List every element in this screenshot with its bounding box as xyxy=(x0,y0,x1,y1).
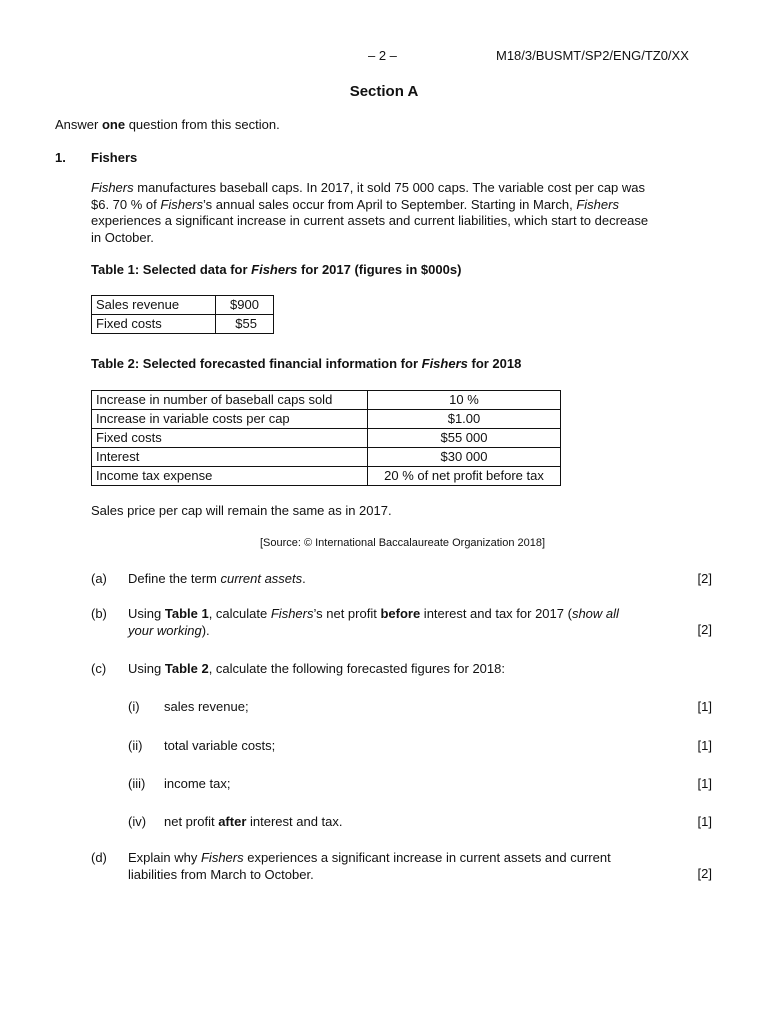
table-row: Increase in variable costs per cap $1.00 xyxy=(92,410,561,429)
source-citation: [Source: © International Baccalaureate Organization 2018] xyxy=(259,537,546,549)
part-c-iv-text: net profit after interest and tax. xyxy=(164,814,343,829)
part-a-mark: [2] xyxy=(697,571,712,586)
table1 xyxy=(91,295,274,334)
part-d-label: (d) xyxy=(91,850,107,865)
part-d-text: Explain why Fishers experiences a significant increase in current assets and current liabilities from March to October. xyxy=(128,850,611,882)
part-b-text: Using Table 1, calculate Fishers’s net profit before interest and tax for 2017 (show all your working). xyxy=(128,606,619,638)
intro-paragraph: Fishers manufactures baseball caps. In 2017, it sold 75 000 caps. The variable cost per cap was $6. 70 % of Fishers’s annual sales occur from April to September. Starting in March, Fishers experiences a significant increase in current assets and current liabilities, which start to decrease in October. xyxy=(91,180,649,245)
part-c-iii-mark: [1] xyxy=(697,776,712,791)
table-row: Fixed costs $55 xyxy=(92,315,274,334)
table2 xyxy=(91,390,561,486)
question-title: Fishers xyxy=(91,150,138,165)
part-c-i-text: sales revenue; xyxy=(164,699,249,714)
paper-code: M18/3/BUSMT/SP2/ENG/TZ0/XX xyxy=(496,48,689,63)
table1-caption: Table 1: Selected data for Fishers for 2017 (figures in $000s) xyxy=(91,262,462,277)
table2-caption: Table 2: Selected forecasted financial information for Fishers for 2018 xyxy=(91,356,522,371)
table-row: Fixed costs $55 000 xyxy=(92,429,561,448)
part-c-text: Using Table 2, calculate the following forecasted figures for 2018: xyxy=(128,661,505,676)
part-c-ii-label: (ii) xyxy=(128,738,143,753)
table-row: Interest $30 000 xyxy=(92,448,561,467)
question-number: 1. xyxy=(55,150,66,165)
sales-note: Sales price per cap will remain the same as in 2017. xyxy=(91,503,392,518)
part-a-label: (a) xyxy=(91,571,107,586)
table-row: Increase in number of baseball caps sold 10 % xyxy=(92,391,561,410)
part-c-ii-text: total variable costs; xyxy=(164,738,276,753)
part-c-iv-label: (iv) xyxy=(128,814,147,829)
part-c-iii-label: (iii) xyxy=(128,776,146,791)
part-c-ii-mark: [1] xyxy=(697,738,712,753)
part-b-mark: [2] xyxy=(697,622,712,637)
table-row: Income tax expense 20 % of net profit before tax xyxy=(92,467,561,486)
part-c-iv-mark: [1] xyxy=(697,814,712,829)
instruction: Answer one question from this section. xyxy=(55,117,280,132)
part-c-iii-text: income tax; xyxy=(164,776,231,791)
part-d-mark: [2] xyxy=(697,866,712,881)
section-title: Section A xyxy=(349,83,419,100)
part-c-i-label: (i) xyxy=(128,699,140,714)
table-row: Sales revenue $900 xyxy=(92,296,274,315)
part-a-text: Define the term current assets. xyxy=(128,571,306,586)
page-number: – 2 – xyxy=(368,48,397,63)
part-b-label: (b) xyxy=(91,606,107,621)
part-c-label: (c) xyxy=(91,661,107,676)
part-c-i-mark: [1] xyxy=(697,699,712,714)
